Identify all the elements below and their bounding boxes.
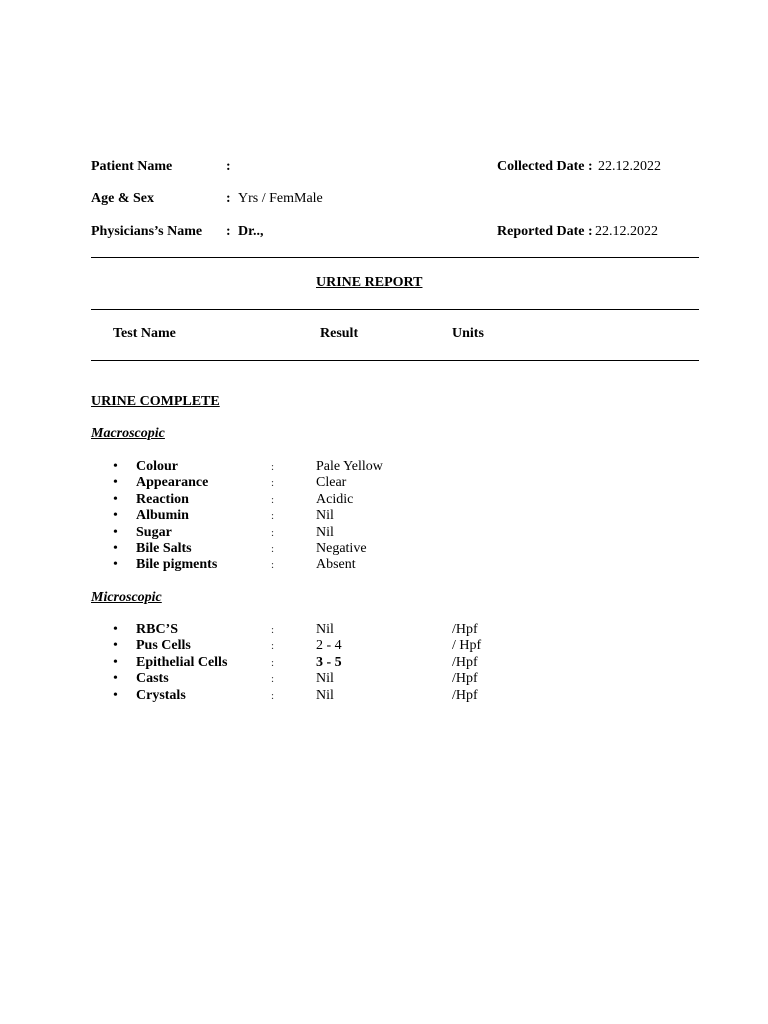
test-result: Acidic xyxy=(316,491,354,507)
test-name: Crystals xyxy=(136,687,186,703)
test-unit: /Hpf xyxy=(452,687,478,703)
test-result: 2 - 4 xyxy=(316,638,342,654)
row-colon: : xyxy=(271,673,275,686)
test-name: Reaction xyxy=(136,491,189,507)
row-colon: : xyxy=(271,477,275,490)
macroscopic-title: Macroscopic xyxy=(91,426,165,441)
physician-label: Physicians’s Name xyxy=(91,224,203,239)
test-result: Nil xyxy=(316,622,334,637)
test-result: Nil xyxy=(316,687,334,703)
collected-date-value: 22.12.2022 xyxy=(598,159,661,174)
divider-bottom xyxy=(91,360,699,361)
bullet-icon: • xyxy=(113,459,118,474)
collected-date-label: Collected Date : xyxy=(497,159,593,174)
divider-middle xyxy=(91,309,699,310)
test-name: Casts xyxy=(136,671,169,687)
bullet-icon: • xyxy=(113,654,118,670)
bullet-icon: • xyxy=(113,524,118,540)
row-colon: : xyxy=(271,640,275,653)
row-colon: : xyxy=(271,624,275,636)
test-name: Bile pigments xyxy=(136,557,218,573)
test-name: Bile Salts xyxy=(136,541,192,556)
column-result: Result xyxy=(320,326,359,341)
test-result: Nil xyxy=(316,524,334,540)
test-name: Albumin xyxy=(136,508,189,524)
bullet-icon: • xyxy=(113,687,118,703)
test-unit: /Hpf xyxy=(452,654,478,670)
column-units: Units xyxy=(452,326,484,341)
row-colon: : xyxy=(271,689,275,702)
divider-top xyxy=(91,257,699,258)
age-sex-value: Yrs / FemMale xyxy=(238,191,323,206)
bullet-icon: • xyxy=(113,671,118,687)
bullet-icon: • xyxy=(113,622,118,637)
test-name: Pus Cells xyxy=(136,638,191,654)
bullet-icon: • xyxy=(113,557,118,573)
physician-colon: : xyxy=(226,224,231,239)
microscopic-title: Microscopic xyxy=(91,590,162,605)
test-result: Pale Yellow xyxy=(316,459,383,474)
test-unit: / Hpf xyxy=(452,638,482,654)
test-unit: /Hpf xyxy=(452,622,478,637)
patient-name-label: Patient Name xyxy=(91,159,173,174)
row-colon: : xyxy=(271,543,275,555)
test-name: RBC’S xyxy=(136,622,179,637)
bullet-icon: • xyxy=(113,491,118,507)
column-test-name: Test Name xyxy=(113,326,176,341)
row-colon: : xyxy=(271,559,275,572)
test-name: Colour xyxy=(136,459,178,474)
report-title: URINE REPORT xyxy=(316,275,423,290)
test-result: Negative xyxy=(316,541,367,556)
test-result: 3 - 5 xyxy=(316,654,342,670)
test-result: Absent xyxy=(316,557,356,573)
bullet-icon: • xyxy=(113,541,118,556)
section-title: URINE COMPLETE xyxy=(91,394,220,409)
age-sex-label: Age & Sex xyxy=(91,191,154,206)
reported-date-label: Reported Date : xyxy=(497,224,593,239)
test-result: Nil xyxy=(316,508,334,524)
row-colon: : xyxy=(271,461,275,473)
patient-name-colon: : xyxy=(226,159,231,174)
row-colon: : xyxy=(271,493,275,506)
bullet-icon: • xyxy=(113,508,118,524)
bullet-icon: • xyxy=(113,475,118,491)
age-sex-colon: : xyxy=(226,191,231,206)
test-name: Sugar xyxy=(136,524,172,540)
row-colon: : xyxy=(271,656,275,669)
test-name: Appearance xyxy=(136,475,209,491)
test-name: Epithelial Cells xyxy=(136,654,228,670)
row-colon: : xyxy=(271,510,275,523)
test-result: Nil xyxy=(316,671,334,687)
bullet-icon: • xyxy=(113,638,118,654)
test-result: Clear xyxy=(316,475,347,491)
physician-value: Dr.., xyxy=(238,224,264,239)
reported-date-value: 22.12.2022 xyxy=(595,224,658,239)
row-colon: : xyxy=(271,526,275,539)
test-unit: /Hpf xyxy=(452,671,478,687)
